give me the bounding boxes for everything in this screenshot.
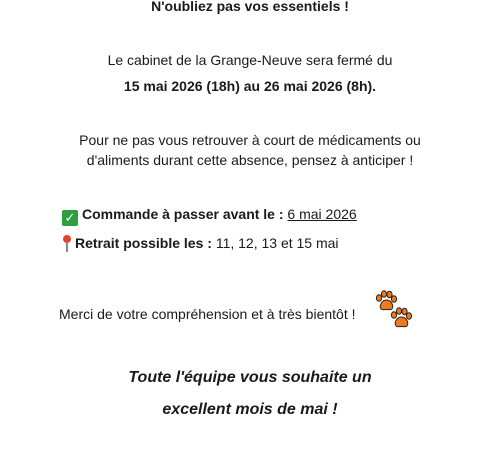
paw-print-icon	[389, 306, 413, 330]
pickup-label: Retrait possible les :	[75, 235, 212, 251]
pickup-dates	[62, 234, 339, 252]
order-deadline	[62, 205, 357, 226]
thanks-message: Merci de votre compréhension et à très bientôt !	[59, 306, 356, 322]
closing-line-1: Toute l'équipe vous souhaite un	[128, 369, 372, 386]
headline: N'oubliez pas vos essentiels !	[151, 0, 349, 14]
pickup-days: 11, 12, 13 et 15 mai	[215, 235, 339, 251]
closure-dates: 15 mai 2026 (18h) au 26 mai 2026 (8h).	[123, 78, 377, 94]
order-date: 6 mai 2026	[287, 206, 357, 222]
warning-line-2: d'aliments durant cette absence, pensez à anticiper !	[86, 152, 414, 168]
closure-intro: Le cabinet de la Grange-Neuve sera fermé du	[107, 52, 393, 68]
order-label: Commande à passer avant le :	[82, 206, 284, 222]
closing-line-2: excellent mois de mai !	[162, 401, 338, 418]
warning-line-1: Pour ne pas vous retrouver à court de médicaments ou	[79, 132, 421, 148]
check-mark-icon: ✓	[62, 210, 78, 226]
pushpin-icon	[62, 235, 72, 252]
